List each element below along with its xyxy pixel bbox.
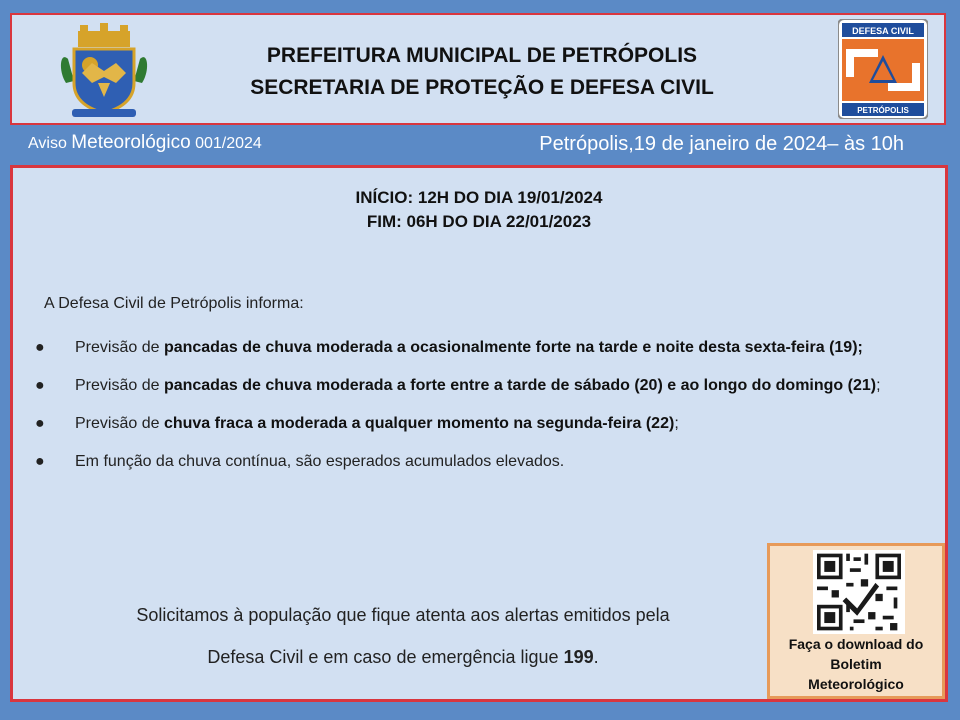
qr-code-icon[interactable] [813,550,905,634]
closing-line-2: Defesa Civil e em caso de emergência ligue 199. [207,647,599,667]
city-crest-icon [56,21,152,121]
header-banner [10,13,946,125]
logo-bottom-text: PETRÓPOLIS [857,106,909,115]
secretaria-title: SECRETARIA DE PROTEÇÃO E DEFESA CIVIL [250,76,714,99]
bullet-icon: ● [35,453,45,470]
list-item: ● Previsão de chuva fraca a moderada a qualquer momento na segunda-feira (22); [35,405,917,443]
validity-period [13,186,945,234]
aviso-number: 001/2024 [195,135,262,152]
forecast-list [35,329,917,481]
warning-panel [10,165,948,702]
prefeitura-title: PREFEITURA MUNICIPAL DE PETRÓPOLIS [266,44,698,67]
aviso-word: Aviso [28,135,67,152]
defesa-civil-logo-icon [838,19,928,119]
list-item: ● Previsão de pancadas de chuva moderada a forte entre a tarde de sábado (20) e ao longo do domingo (21); [35,367,917,405]
start-date: INÍCIO: 12H DO DIA 19/01/2024 [355,188,603,207]
end-date: FIM: 06H DO DIA 22/01/2023 [366,212,592,231]
logo-top-text: DEFESA CIVIL [852,26,914,36]
issue-date: Petrópolis,19 de janeiro de 2024– às 10h [539,133,904,155]
list-item: ● Previsão de pancadas de chuva moderada a ocasionalmente forte na tarde e noite desta sexta-feira (19); [35,329,917,367]
download-box[interactable] [767,543,945,699]
header-titles [162,40,802,104]
bullet-icon: ● [35,339,45,356]
download-caption[interactable]: Faça o download do Boletim Meteorológico [788,636,924,692]
emergency-number: 199 [563,647,594,667]
closing-line-1: Solicitamos à população que fique atenta aos alertas emitidos pela [136,605,670,625]
list-item: ● Em função da chuva contínua, são esperados acumulados elevados. [35,443,917,481]
bullet-icon: ● [35,377,45,394]
closing-message [63,594,743,678]
meteorologico-word: Meteorológico [71,132,191,153]
bullet-icon: ● [35,415,45,432]
aviso-label [28,132,262,154]
intro-text: A Defesa Civil de Petrópolis informa: [44,295,304,312]
